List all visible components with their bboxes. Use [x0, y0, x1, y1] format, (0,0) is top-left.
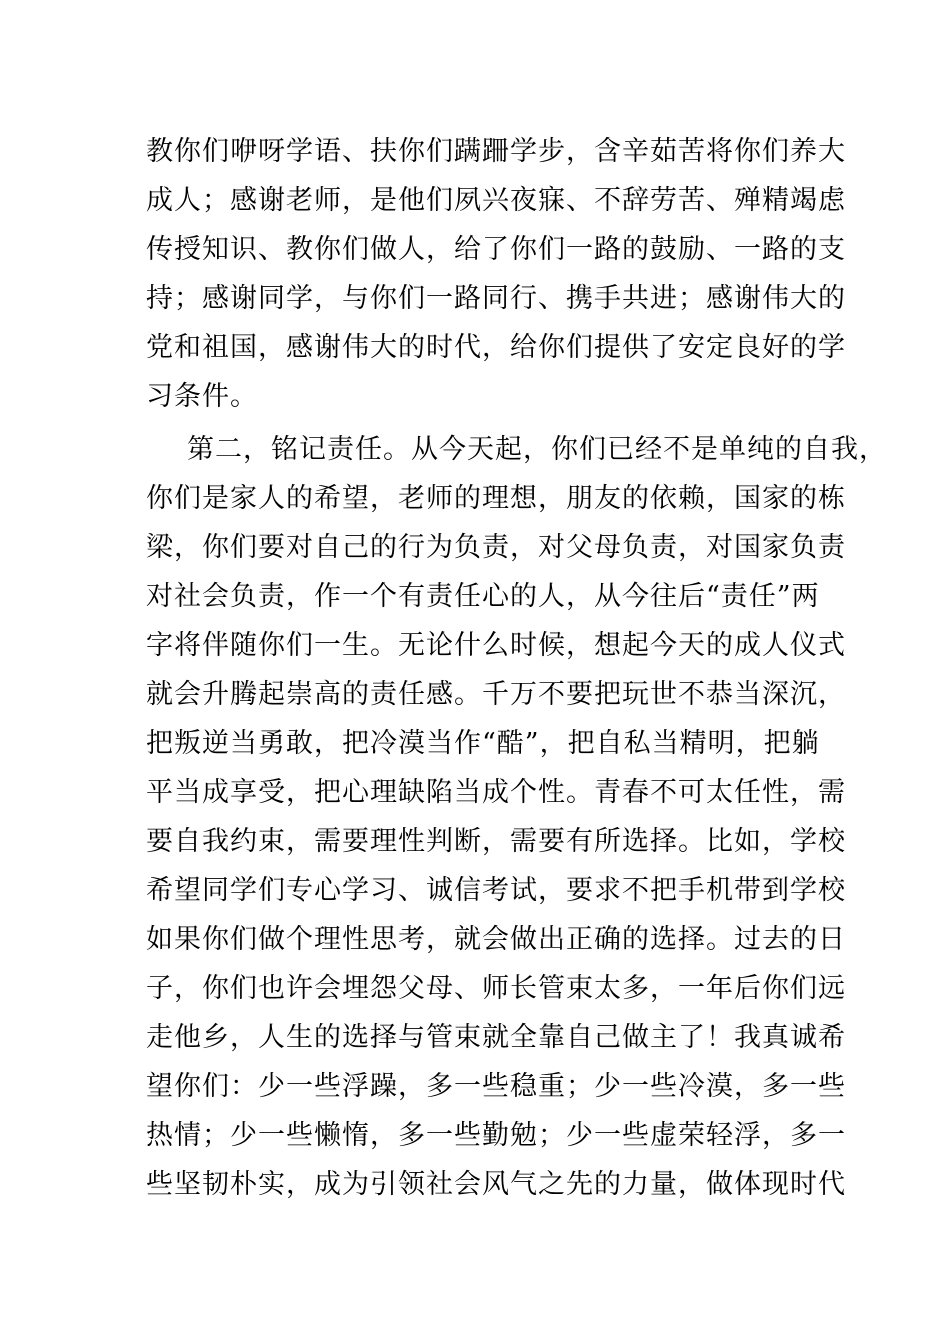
text-line: 望你们：少一些浮躁，多一些稳重；少一些冷漠，多一些: [146, 1071, 846, 1102]
text-line: 热情；少一些懒惰，多一些勤勉；少一些虚荣轻浮，多一: [146, 1120, 846, 1151]
text-line: 习条件。: [146, 381, 258, 412]
text-line: 些坚韧朴实，成为引领社会风气之先的力量，做体现时代: [146, 1169, 846, 1200]
text-line: 传授知识、教你们做人，给了你们一路的鼓励、一路的支: [146, 234, 846, 265]
text-line: 走他乡，人生的选择与管束就全靠自己做主了！我真诚希: [146, 1022, 846, 1053]
text-line: 字将伴随你们一生。无论什么时候，想起今天的成人仪式: [146, 630, 846, 661]
text-line: 如果你们做个理性思考，就会做出正确的选择。过去的日: [146, 924, 846, 955]
paragraph-start-line: 第二，铭记责任。从今天起，你们已经不是单纯的自我，: [187, 434, 887, 465]
text-line: 教你们咿呀学语、扶你们蹒跚学步，含辛茹苦将你们养大: [146, 136, 846, 167]
text-line: 梁，你们要对自己的行为负责，对父母负责，对国家负责: [146, 532, 846, 563]
text-line: 就会升腾起崇高的责任感。千万不要把玩世不恭当深沉，: [146, 679, 846, 710]
text-line: 你们是家人的希望，老师的理想，朋友的依赖，国家的栋: [146, 483, 846, 514]
text-line: 党和祖国，感谢伟大的时代，给你们提供了安定良好的学: [146, 332, 846, 363]
text-line: 持；感谢同学，与你们一路同行、携手共进；感谢伟大的: [146, 283, 846, 314]
text-line: 平当成享受，把心理缺陷当成个性。青春不可太任性，需: [146, 777, 846, 808]
text-line: 把叛逆当勇敢，把冷漠当作“酷”，把自私当精明，把躺: [146, 728, 820, 759]
text-line: 要自我约束，需要理性判断，需要有所选择。比如，学校: [146, 826, 846, 857]
text-line: 希望同学们专心学习、诚信考试，要求不把手机带到学校: [146, 875, 846, 906]
text-line: 成人；感谢老师，是他们夙兴夜寐、不辞劳苦、殚精竭虑: [146, 185, 846, 216]
text-line: 对社会负责，作一个有责任心的人，从今往后“责任”两: [146, 581, 820, 612]
text-line: 子，你们也许会埋怨父母、师长管束太多，一年后你们远: [146, 973, 846, 1004]
